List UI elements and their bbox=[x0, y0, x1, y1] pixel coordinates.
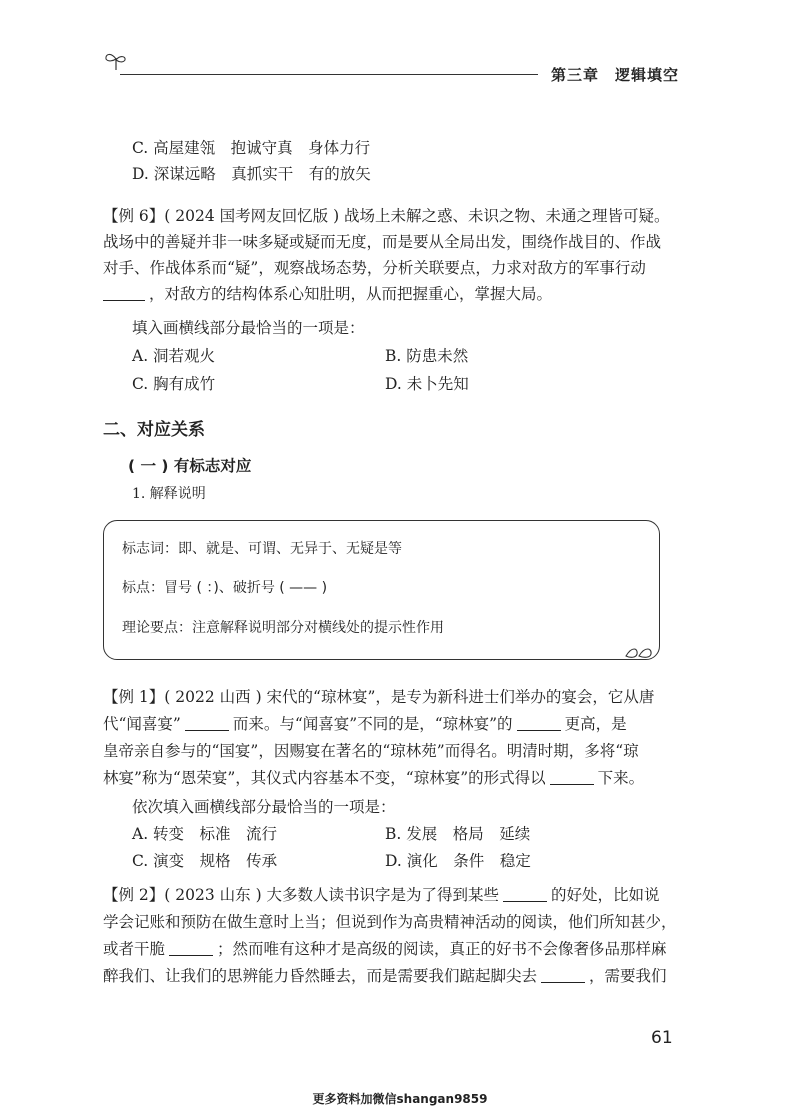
note-keywords: 标志词：即、就是、可谓、无异于、无疑是等 bbox=[122, 541, 402, 557]
example2-line4 bbox=[103, 966, 667, 986]
example1-question: 依次填入画横线部分最恰当的一项是： bbox=[132, 798, 396, 816]
example6-option-a: A. 洞若观火 bbox=[132, 347, 216, 365]
example1-line2 bbox=[103, 714, 627, 734]
example2-line3b: ；然而唯有这种才是高级的阅读，真正的好书不会像奢侈品那样麻 bbox=[217, 940, 667, 958]
example6-line4-text: ，对敌方的结构体系心知肚明，从而把握重心，掌握大局。 bbox=[149, 285, 553, 303]
option-c-prev: C. 高屋建瓴 抱诚守真 身体力行 bbox=[132, 139, 371, 157]
example6-option-d: D. 未卜先知 bbox=[385, 375, 469, 393]
example2-line1b: 的好处，比如说 bbox=[551, 886, 660, 904]
example1-option-b: B. 发展 格局 延续 bbox=[385, 825, 531, 843]
example1-option-c: C. 演变 规格 传承 bbox=[132, 852, 278, 870]
example6-line4 bbox=[103, 284, 552, 304]
example1-line1: 【例 1】( 2022 山西 ) 宋代的“琼林宴”，是专为新科进士们举办的宴会，它从唐 bbox=[103, 688, 655, 706]
footer-text: 更多资料加微信shangan9859 bbox=[312, 1092, 488, 1106]
example2-line1a: 【例 2】( 2023 山东 ) 大多数人读书识字是为了得到某些 bbox=[103, 886, 500, 904]
subsection-item: 1. 解释说明 bbox=[132, 486, 206, 502]
example1-line4a: 林宴”称为“恩荣宴”，其仪式内容基本不变，“琼林宴”的形式得以 bbox=[103, 769, 546, 787]
example6-option-b: B. 防患未然 bbox=[385, 347, 469, 365]
example1-line2a: 代“闻喜宴” bbox=[103, 715, 181, 733]
example6-line3: 对手、作战体系而“疑”，观察战场态势，分析关联要点，力求对敌方的军事行动 bbox=[103, 259, 646, 277]
example2-line1 bbox=[103, 885, 660, 905]
blank bbox=[503, 887, 547, 902]
example1-option-a: A. 转变 标准 流行 bbox=[132, 825, 278, 843]
example6-option-c: C. 胸有成竹 bbox=[132, 375, 216, 393]
example2-line4b: ，需要我们 bbox=[589, 967, 667, 985]
option-d-prev: D. 深谋远略 真抓实干 有的放矢 bbox=[132, 165, 371, 183]
example2-line4a: 醉我们、让我们的思辨能力昏然睡去，而是需要我们踮起脚尖去 bbox=[103, 967, 538, 985]
example2-line2: 学会记账和预防在做生意时上当；但说到作为高贵精神活动的阅读，他们所知甚少， bbox=[103, 913, 677, 931]
header-rule bbox=[120, 74, 538, 75]
example1-line4b: 下来。 bbox=[597, 769, 645, 787]
note-punctuation: 标点：冒号 ( ：)、破折号 ( —— ) bbox=[122, 580, 328, 596]
blank bbox=[103, 286, 145, 301]
example1-line2c: 更高，是 bbox=[564, 715, 627, 733]
example1-line3: 皇帝亲自参与的“国宴”，因赐宴在著名的“琼林苑”而得名。明清时期，多将“琼 bbox=[103, 742, 639, 760]
example2-line3a: 或者干脆 bbox=[103, 940, 166, 958]
note-theory: 理论要点：注意解释说明部分对横线处的提示性作用 bbox=[122, 620, 444, 636]
example1-option-d: D. 演化 条件 稳定 bbox=[385, 852, 531, 870]
blank bbox=[517, 716, 561, 731]
leaf-decoration-icon bbox=[624, 644, 654, 660]
blank bbox=[185, 716, 229, 731]
blank bbox=[550, 770, 594, 785]
example1-line4 bbox=[103, 768, 644, 788]
blank bbox=[541, 968, 585, 983]
section-title: 二、对应关系 bbox=[103, 420, 205, 440]
example1-line2b: 而来。与“闻喜宴”不同的是，“琼林宴”的 bbox=[232, 715, 513, 733]
example6-question: 填入画横线部分最恰当的一项是： bbox=[132, 319, 365, 337]
chapter-title: 第三章 逻辑填空 bbox=[551, 66, 680, 84]
example6-line1: 【例 6】( 2024 国考网友回忆版 ) 战场上未解之惑、未识之物、未通之理皆可疑。 bbox=[103, 207, 670, 225]
example2-line3 bbox=[103, 939, 667, 959]
sprout-icon bbox=[103, 50, 129, 72]
page-number: 61 bbox=[651, 1028, 673, 1048]
example6-line2: 战场中的善疑并非一味多疑或疑而无度，而是要从全局出发，围绕作战目的、作战 bbox=[103, 233, 662, 251]
subsection-title: ( 一 ) 有标志对应 bbox=[128, 457, 252, 475]
blank bbox=[169, 941, 213, 956]
